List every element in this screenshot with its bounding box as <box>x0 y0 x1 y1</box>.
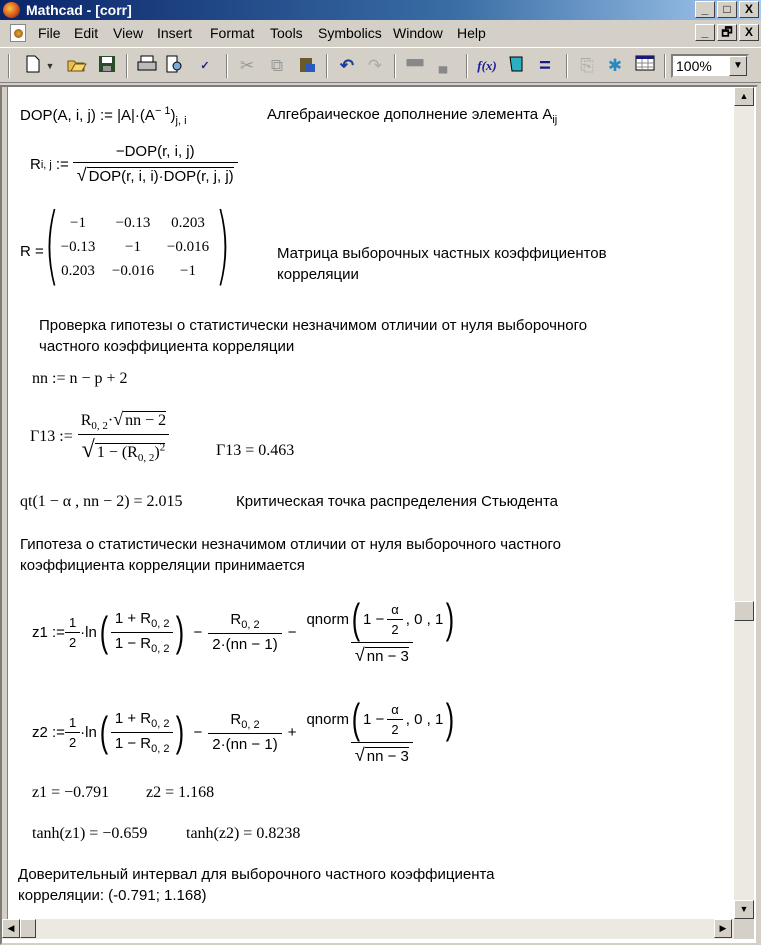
calculate-icon[interactable]: = <box>539 55 551 77</box>
r-matrix-label: R = <box>20 243 44 260</box>
menu-tools[interactable]: Tools <box>270 25 303 41</box>
nn-definition[interactable]: nn := n − p + 2 <box>32 370 128 387</box>
redo-icon[interactable]: ↷ <box>367 56 383 75</box>
g13-result[interactable]: Γ13 = 0.463 <box>216 442 295 459</box>
menu-file[interactable]: File <box>38 25 61 41</box>
g13-definition[interactable]: Γ13 := $\frac{R_{0, 2}\cdot√ nn - 2}{√ 1 - (R_{0, 2})^2}$ <box>30 409 170 464</box>
align-top-icon[interactable]: ▀▀ <box>406 59 424 73</box>
qt-comment[interactable]: Критическая точка распределения Стьюдента <box>236 493 558 510</box>
horizontal-scroll-thumb[interactable] <box>20 919 36 938</box>
doc-minimize-button[interactable]: _ <box>695 24 715 41</box>
menu-insert[interactable]: Insert <box>157 25 193 41</box>
r-matrix[interactable]: −1 −0.13 0.203 −0.13 −1 −0.016 0.203 −0.016 −1 <box>60 215 210 279</box>
doc-restore-button[interactable]: 🗗 <box>717 24 737 41</box>
matrix-comment[interactable]: Матрица выборочных частных коэффициентов корреляции <box>277 245 607 283</box>
menu-window[interactable]: Window <box>393 25 443 41</box>
dop-comment[interactable]: Алгебраическое дополнение элемента $A_{ij}$ <box>267 106 558 126</box>
print-preview-icon[interactable] <box>164 55 186 77</box>
matrix-left-paren: ( <box>44 195 60 295</box>
worksheet[interactable] <box>10 87 734 919</box>
zoom-value: 100% <box>676 58 712 74</box>
menu-view[interactable]: View <box>113 25 144 41</box>
cut-icon[interactable]: ✂ <box>239 56 255 75</box>
scroll-up-button[interactable]: ▲ <box>734 87 754 106</box>
save-icon[interactable] <box>96 55 118 77</box>
window-title: Mathcad - [corr] <box>26 2 132 18</box>
matrix-right-paren: ) <box>215 195 231 295</box>
title-bar <box>0 0 761 20</box>
interval-text[interactable]: Доверительный интервал для выборочного частного коэффициента корреляции: (-0.791; 1.168) <box>18 866 495 904</box>
component-icon[interactable]: ⎘ <box>580 56 594 75</box>
dropdown-icon[interactable]: ▼ <box>45 61 55 71</box>
mathcad-app-icon <box>3 2 20 18</box>
open-icon[interactable] <box>66 55 88 77</box>
paste-icon[interactable] <box>296 55 318 77</box>
close-button[interactable]: X <box>739 1 759 18</box>
menu-help[interactable]: Help <box>457 25 486 41</box>
zoom-select[interactable] <box>671 54 749 78</box>
tanh-z2-result[interactable]: tanh(z2) = 0.8238 <box>186 825 301 842</box>
tanh-z1-result[interactable]: tanh(z1) = −0.659 <box>32 825 148 842</box>
document-icon[interactable] <box>10 24 26 42</box>
print-icon[interactable] <box>136 55 158 77</box>
spell-check-icon[interactable]: ✓ <box>200 60 210 72</box>
z1-result[interactable]: z1 = −0.791 <box>32 784 110 801</box>
horizontal-scrollbar[interactable] <box>2 919 734 939</box>
resource-center-icon[interactable]: ✱ <box>607 56 623 75</box>
worksheet-frame <box>0 85 758 945</box>
z2-definition[interactable]: z2 := $\frac{1}{2}$ ·ln ( $\frac{1 + R_{0, 2}}{1 - R_{0, 2}}$ ) − $\frac{R_{0, 2}}{2\cdot(nn - 1)}$ + qnorm ( 1 − $\frac{\alpha}{2}$ , 0 , 1 ) √ nn − 3 <box>32 695 455 765</box>
new-icon[interactable] <box>22 55 44 77</box>
copy-icon[interactable]: ⧉ <box>270 56 284 75</box>
menu-bar <box>0 21 761 45</box>
undo-icon[interactable]: ↶ <box>339 56 355 75</box>
scroll-right-button[interactable]: ▶ <box>714 919 732 938</box>
maximize-button[interactable]: □ <box>717 1 737 18</box>
table-icon[interactable] <box>634 55 656 77</box>
menu-format[interactable]: Format <box>210 25 255 41</box>
align-bottom-icon[interactable]: ▄ <box>438 59 448 73</box>
dop-definition[interactable]: DOP(A, i, j) := $|A|\cdot(A^{- 1})_{j, i}$ <box>20 105 187 127</box>
scroll-left-button[interactable]: ◀ <box>2 919 20 938</box>
scrollbar-corner <box>734 919 754 939</box>
z2-result[interactable]: z2 = 1.168 <box>146 784 215 801</box>
insert-unit-icon[interactable] <box>506 55 528 77</box>
vertical-scroll-thumb[interactable] <box>734 601 754 621</box>
hypothesis-check-text[interactable]: Проверка гипотезы о статистически незначимом отличии от нуля выборочного частного коэффициента корреляции <box>39 317 588 355</box>
doc-close-button[interactable]: X <box>739 24 759 41</box>
worksheet-margin <box>2 87 8 919</box>
scroll-down-button[interactable]: ▼ <box>734 900 754 919</box>
qt-expression[interactable]: qt(1 − α , nn − 2) = 2.015 <box>20 493 183 510</box>
z1-definition[interactable]: z1 := $\frac{1}{2}$ ·ln ( $\frac{1 + R_{0, 2}}{1 - R_{0, 2}}$ ) − $\frac{R_{0, 2}}{2\cdot(nn - 1)}$ − qnorm ( 1 − $\frac{\alpha}{2}$ , 0 , 1 ) √ nn − 3 <box>32 595 455 665</box>
menu-edit[interactable]: Edit <box>74 25 99 41</box>
hypothesis-result-text[interactable]: Гипотеза о статистически незначимом отличии от нуля выборочного частного коэффициента корреляции принимается <box>20 536 561 574</box>
standard-toolbar <box>0 47 761 83</box>
zoom-dropdown-icon[interactable]: ▼ <box>729 56 747 76</box>
menu-symbolics[interactable]: Symbolics <box>318 25 382 41</box>
insert-function-icon[interactable]: f(x) <box>477 58 497 73</box>
r-definition[interactable]: R i, j := $\frac{\text{−DOP(r, i, j)}}{\text{√ DOP(r, i, i)·DOP(r, j, j)}}$ <box>30 143 238 186</box>
minimize-button[interactable]: _ <box>695 1 715 18</box>
vertical-scrollbar[interactable] <box>734 87 754 919</box>
